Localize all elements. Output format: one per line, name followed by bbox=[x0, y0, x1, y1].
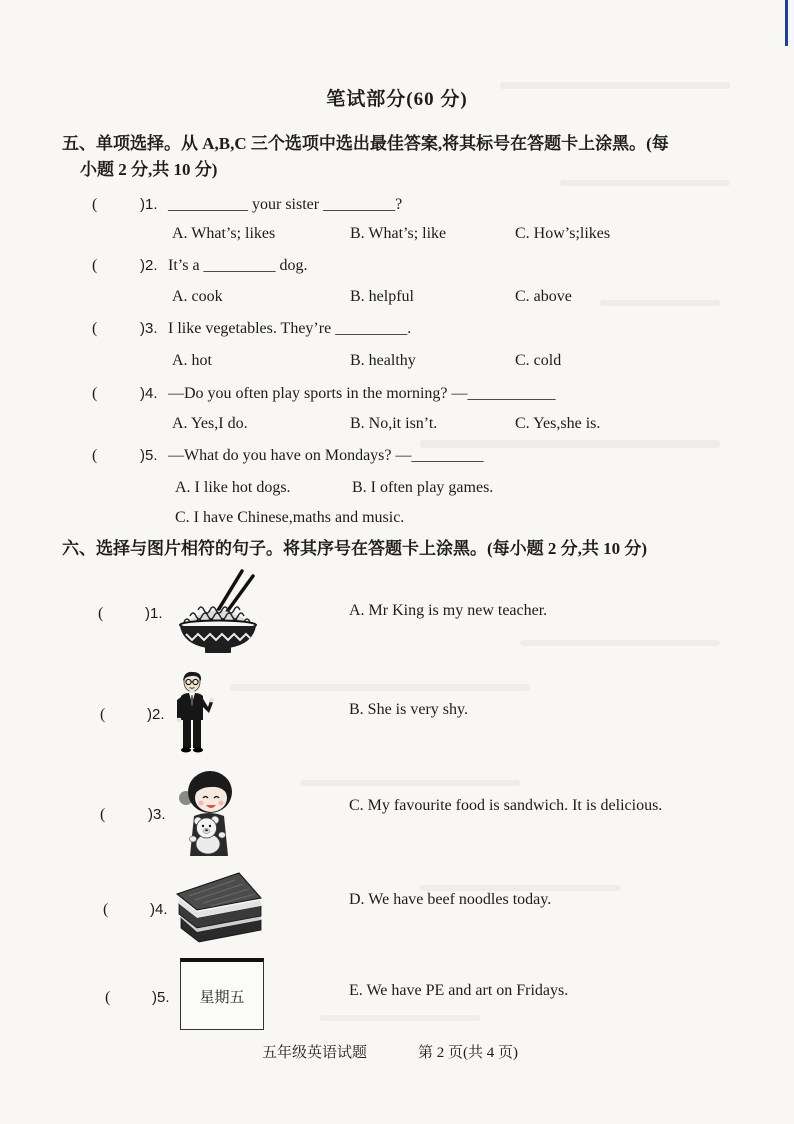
bear-head bbox=[197, 818, 217, 838]
bleed-through-smudge bbox=[230, 684, 530, 691]
footer-page-number: 第 2 页(共 4 页) bbox=[418, 1045, 518, 1061]
bleed-through-smudge bbox=[500, 82, 730, 89]
sentence-e-row bbox=[0, 981, 794, 1001]
page-title: 笔试部分(60 分) bbox=[326, 89, 468, 110]
legs bbox=[181, 720, 203, 753]
question-4-options bbox=[0, 414, 794, 434]
question-number: )4. bbox=[140, 385, 158, 402]
item-number: )4. bbox=[150, 901, 168, 918]
sentence-c: C. My favourite food is sandwich. It is delicious. bbox=[349, 797, 663, 814]
sentence-a-row bbox=[0, 601, 794, 621]
bleed-through-smudge bbox=[320, 1015, 480, 1021]
option-a: A. hot bbox=[172, 352, 212, 369]
bowl-foot bbox=[205, 647, 231, 653]
question-stem: —What do you have on Mondays? —_________ bbox=[168, 447, 484, 464]
section-5-heading: 五、单项选择。从 A,B,C 三个选项中选出最佳答案,将其标号在答题卡上涂黑。(每 bbox=[62, 134, 669, 153]
question-5 bbox=[0, 446, 794, 466]
item-number: )1. bbox=[145, 605, 163, 622]
question-number: )5. bbox=[140, 447, 158, 464]
answer-bracket: ( bbox=[92, 196, 98, 213]
option-b: B. No,it isn’t. bbox=[350, 415, 438, 432]
option-c: C. cold bbox=[515, 352, 562, 369]
question-1-options bbox=[0, 224, 794, 244]
shoe bbox=[193, 748, 203, 753]
question-5-options-continued bbox=[0, 508, 794, 528]
item-number: )2. bbox=[147, 706, 165, 723]
question-1 bbox=[0, 195, 794, 215]
question-number: )3. bbox=[140, 320, 158, 337]
bear-eye bbox=[202, 825, 204, 827]
bleed-through-smudge bbox=[520, 640, 720, 646]
answer-bracket: ( bbox=[98, 605, 104, 622]
option-a: A. What’s; likes bbox=[172, 225, 276, 242]
bowl bbox=[180, 621, 256, 654]
leg bbox=[193, 720, 201, 748]
question-4 bbox=[0, 384, 794, 404]
hand bbox=[219, 832, 226, 838]
option-a: A. cook bbox=[172, 288, 223, 305]
bear-nose bbox=[205, 829, 208, 831]
sentence-d: D. We have beef noodles today. bbox=[349, 891, 552, 908]
answer-bracket: ( bbox=[92, 257, 98, 274]
question-2 bbox=[0, 256, 794, 276]
question-stem: __________ your sister _________? bbox=[168, 196, 403, 213]
option-b: B. healthy bbox=[350, 352, 416, 369]
answer-bracket: ( bbox=[92, 447, 98, 464]
item-number: )5. bbox=[152, 989, 170, 1006]
sentence-c-row bbox=[0, 796, 794, 816]
option-c: C. I have Chinese,maths and music. bbox=[175, 509, 405, 526]
option-c: C. above bbox=[515, 288, 572, 305]
sentence-e: E. We have PE and art on Fridays. bbox=[349, 982, 569, 999]
leg bbox=[183, 720, 191, 748]
question-stem: I like vegetables. They’re _________. bbox=[168, 320, 412, 337]
answer-bracket: ( bbox=[100, 806, 106, 823]
option-a: A. I like hot dogs. bbox=[175, 479, 291, 496]
footer-subject: 五年级英语试题 bbox=[262, 1045, 368, 1061]
option-a: A. Yes,I do. bbox=[172, 415, 248, 432]
option-c: C. How’s;likes bbox=[515, 225, 611, 242]
question-5-options bbox=[0, 478, 794, 498]
question-stem: It’s a _________ dog. bbox=[168, 257, 308, 274]
question-3 bbox=[0, 319, 794, 339]
option-c: C. Yes,she is. bbox=[515, 415, 601, 432]
question-3-options bbox=[0, 351, 794, 371]
shoe bbox=[181, 748, 191, 753]
sentence-d-row bbox=[0, 890, 794, 910]
sentence-a: A. Mr King is my new teacher. bbox=[349, 602, 548, 619]
bear-eye bbox=[209, 825, 211, 827]
question-stem: —Do you often play sports in the morning? —___________ bbox=[168, 385, 556, 402]
item-number: )3. bbox=[148, 806, 166, 823]
bleed-through-smudge bbox=[560, 180, 730, 186]
section-6-heading: 六、选择与图片相符的句子。将其序号在答题卡上涂黑。(每小题 2 分,共 10 分) bbox=[62, 539, 648, 558]
head bbox=[183, 672, 201, 692]
question-number: )1. bbox=[140, 196, 158, 213]
sentence-b-row bbox=[0, 700, 794, 720]
option-b: B. What’s; like bbox=[350, 225, 447, 242]
sentence-b: B. She is very shy. bbox=[349, 701, 468, 718]
answer-bracket: ( bbox=[92, 385, 98, 402]
bleed-through-smudge bbox=[300, 780, 520, 786]
scanner-edge-mark bbox=[785, 0, 788, 46]
answer-bracket: ( bbox=[100, 706, 106, 723]
option-b: B. helpful bbox=[350, 288, 414, 305]
weekday-card-text: 星期五 bbox=[199, 988, 245, 1006]
question-number: )2. bbox=[140, 257, 158, 274]
answer-bracket: ( bbox=[92, 320, 98, 337]
section-5-heading-continued: 小题 2 分,共 10 分) bbox=[80, 160, 218, 179]
answer-bracket: ( bbox=[103, 901, 109, 918]
hand bbox=[190, 836, 197, 842]
option-b: B. I often play games. bbox=[352, 479, 494, 496]
question-2-options bbox=[0, 287, 794, 307]
answer-bracket: ( bbox=[105, 989, 111, 1006]
